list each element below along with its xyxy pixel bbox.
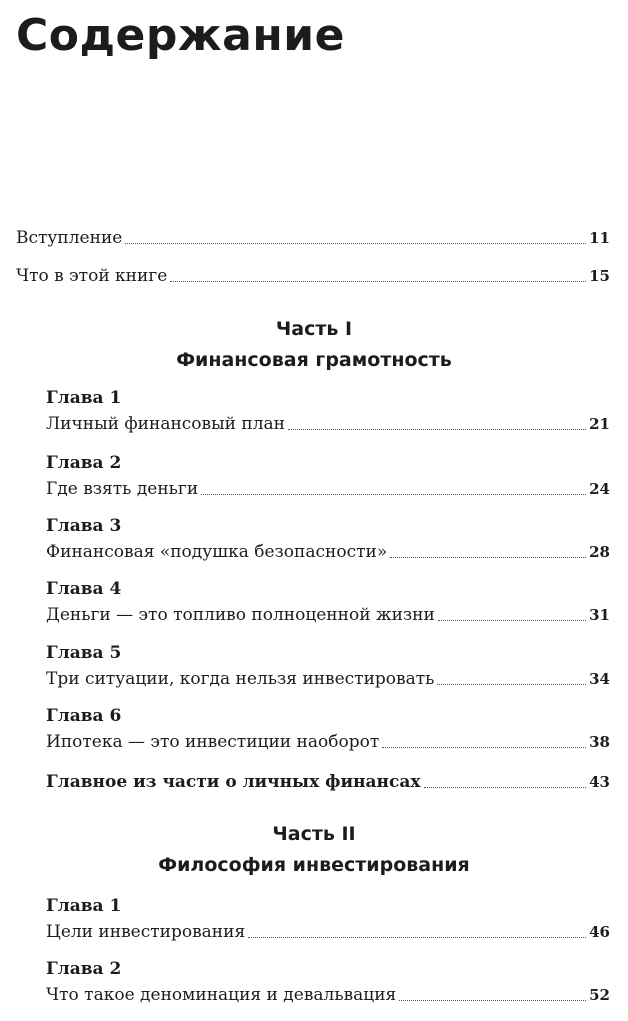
toc-entry-text: Личный финансовый план — [46, 414, 285, 434]
toc-entry-page: 15 — [589, 267, 610, 285]
toc-entry-page: 46 — [589, 923, 610, 941]
dot-leader — [390, 557, 586, 558]
toc-entry-text: Ипотека — это инвестиции наоборот — [46, 732, 380, 752]
toc-entry-part-summary[interactable] — [46, 770, 610, 794]
toc-entry-page: 24 — [589, 480, 610, 498]
dot-leader — [201, 494, 586, 495]
dot-leader — [382, 747, 586, 748]
toc-entry-text: Цели инвестирования — [46, 922, 246, 942]
toc-entry-chapter[interactable] — [46, 603, 610, 627]
dot-leader — [125, 243, 586, 244]
toc-entry-page: 31 — [589, 606, 610, 624]
toc-entry-chapter[interactable] — [46, 920, 610, 944]
chapter-number: Глава 2 — [46, 453, 122, 473]
toc-entry-page: 28 — [589, 543, 610, 561]
toc-entry-text: Что такое деноминация и девальвация — [46, 985, 397, 1005]
toc-entry-chapter[interactable] — [46, 983, 610, 1007]
toc-entry-chapter[interactable] — [46, 477, 610, 501]
chapter-number: Глава 6 — [46, 706, 122, 726]
chapter-number: Глава 1 — [46, 896, 122, 916]
dot-leader — [424, 787, 587, 788]
toc-entry-chapter[interactable] — [46, 412, 610, 436]
toc-entry-page: 34 — [589, 670, 610, 688]
toc-entry-page: 38 — [589, 733, 610, 751]
dot-leader — [437, 684, 586, 685]
toc-entry-chapter[interactable] — [46, 730, 610, 754]
toc-entry-page: 21 — [589, 415, 610, 433]
toc-entry-text: Вступление — [16, 228, 123, 248]
toc-entry-text: Деньги — это топливо полноценной жизни — [46, 605, 435, 625]
dot-leader — [170, 281, 586, 282]
toc-entry-introduction[interactable] — [16, 226, 610, 250]
toc-entry-chapter[interactable] — [46, 667, 610, 691]
toc-entry-text: Финансовая «подушка безопасности» — [46, 542, 388, 562]
chapter-number: Глава 2 — [46, 959, 122, 979]
page-title: Содержание — [16, 10, 345, 61]
part-1-label: Часть I — [275, 318, 353, 340]
toc-entry-page: 11 — [589, 229, 610, 247]
toc-entry-text: Главное из части о личных финансах — [46, 772, 421, 792]
chapter-number: Глава 4 — [46, 579, 122, 599]
dot-leader — [248, 937, 586, 938]
part-1-name: Финансовая грамотность — [176, 349, 452, 371]
toc-entry-text: Что в этой книге — [16, 266, 168, 286]
toc-entry-page: 43 — [589, 773, 610, 791]
dot-leader — [288, 429, 586, 430]
toc-entry-about-book[interactable] — [16, 264, 610, 288]
part-2-name: Философия инвестирования — [158, 854, 470, 876]
dot-leader — [399, 1000, 586, 1001]
toc-entry-text: Три ситуации, когда нельзя инвестировать — [46, 669, 435, 689]
chapter-number: Глава 3 — [46, 516, 122, 536]
chapter-number: Глава 5 — [46, 643, 122, 663]
chapter-number: Глава 1 — [46, 388, 122, 408]
part-2-label: Часть II — [272, 823, 356, 845]
dot-leader — [438, 620, 586, 621]
toc-entry-chapter[interactable] — [46, 540, 610, 564]
toc-entry-text: Где взять деньги — [46, 479, 199, 499]
toc-entry-page: 52 — [589, 986, 610, 1004]
